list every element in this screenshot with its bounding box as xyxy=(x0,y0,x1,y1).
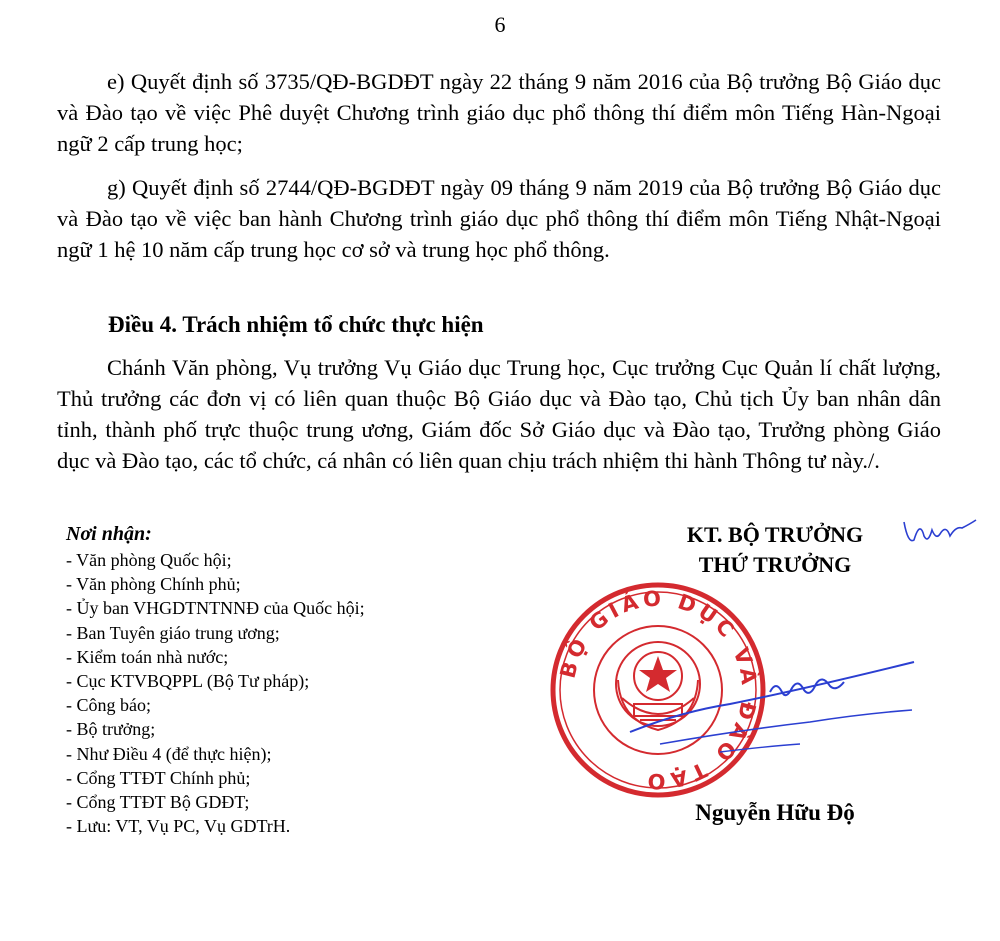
recipient-item: - Cổng TTĐT Bộ GDĐT; xyxy=(66,792,250,813)
paragraph-g: g) Quyết định số 2744/QĐ-BGDĐT ngày 09 tháng 9 năm 2019 của Bộ trưởng Bộ Giáo dục và Đào tạo về việc ban hành Chương trình giáo dục phổ thông thí điểm môn Tiếng Nhật-Ngoại ngữ 1 hệ 10 năm cấp trung học cơ sở và trung học phổ thông. xyxy=(57,175,941,262)
recipients-block xyxy=(66,522,486,838)
recipient-item: - Văn phòng Chính phủ; xyxy=(66,574,241,595)
recipient-item: - Cục KTVBQPPL (Bộ Tư pháp); xyxy=(66,671,310,692)
recipient-item: - Ủy ban VHGDTNTNNĐ của Quốc hội; xyxy=(66,598,365,619)
initials-signature-icon xyxy=(900,514,980,554)
seal-text: BỘ GIÁO DỤC VÀ ĐÀO TẠO xyxy=(555,586,762,794)
signature-scribble-icon xyxy=(600,652,920,762)
recipient-item: - Cổng TTĐT Chính phủ; xyxy=(66,767,251,788)
signer-name: Nguyễn Hữu Độ xyxy=(695,800,855,825)
recipient-item: - Văn phòng Quốc hội; xyxy=(66,550,232,570)
recipient-item: - Như Điều 4 (để thực hiện); xyxy=(66,743,272,764)
signature-title-line1: KT. BỘ TRƯỞNG xyxy=(686,522,864,547)
recipient-item: - Kiểm toán nhà nước; xyxy=(66,646,229,667)
signature-title xyxy=(600,520,950,580)
paragraph-e: e) Quyết định số 3735/QĐ-BGDĐT ngày 22 tháng 9 năm 2016 của Bộ trưởng Bộ Giáo dục và Đào tạo về việc Phê duyệt Chương trình giáo dục phổ thông thí điểm môn Tiếng Hàn-Ngoại ngữ 2 cấp trung học; xyxy=(57,69,941,156)
article-4-heading: Điều 4. Trách nhiệm tổ chức thực hiện xyxy=(108,312,484,337)
recipients-list xyxy=(66,548,486,838)
recipient-item: - Công báo; xyxy=(66,695,151,716)
recipient-item: - Bộ trưởng; xyxy=(66,719,156,740)
page-number: 6 xyxy=(494,12,506,37)
recipient-item: - Lưu: VT, Vụ PC, Vụ GDTrH. xyxy=(66,816,291,837)
article-4-body: Chánh Văn phòng, Vụ trưởng Vụ Giáo dục Trung học, Cục trưởng Cục Quản lí chất lượng, Thủ trưởng các đơn vị có liên quan thuộc Bộ Giáo dục và Đào tạo, Chủ tịch Ủy ban nhân dân tỉnh, thành phố trực thuộc trung ương, Giám đốc Sở Giáo dục và Đào tạo, Trưởng phòng Giáo dục và Đào tạo, các tổ chức, cá nhân có liên quan chịu trách nhiệm thi hành Thông tư này./. xyxy=(57,355,941,473)
recipient-item: - Ban Tuyên giáo trung ương; xyxy=(66,622,280,643)
signature-title-line2: THỨ TRƯỞNG xyxy=(698,552,852,577)
recipients-title: Nơi nhận: xyxy=(66,523,152,545)
